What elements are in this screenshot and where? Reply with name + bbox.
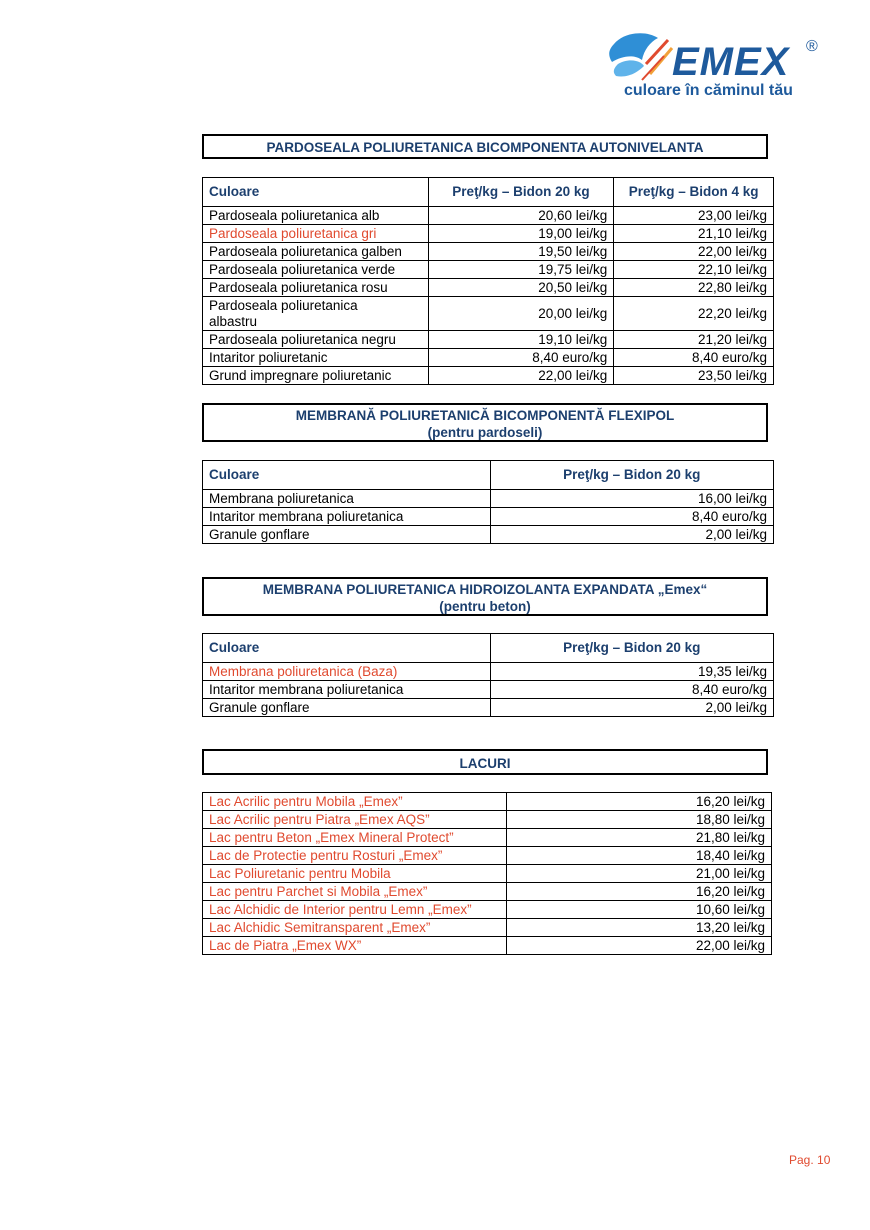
price-20kg: 20,50 lei/kg [428,279,614,297]
product-name: Granule gonflare [203,699,491,717]
table-row [203,261,774,279]
product-name: Lac pentru Beton „Emex Mineral Protect” [203,829,507,847]
section3-table [202,633,774,717]
logo-brand: EMEX [672,40,790,84]
price-20kg: 22,00 lei/kg [428,367,614,385]
price-20kg: 19,35 lei/kg [490,663,773,681]
price: 10,60 lei/kg [506,901,771,919]
section2-table [202,460,774,544]
price: 22,00 lei/kg [506,937,771,955]
table-row [203,297,774,331]
table-header-row [203,461,774,490]
section4-table [202,792,772,955]
table-row [203,331,774,349]
price-20kg: 20,00 lei/kg [428,297,614,331]
price-20kg: 19,50 lei/kg [428,243,614,261]
price: 16,20 lei/kg [506,793,771,811]
table-row [203,367,774,385]
product-name: Granule gonflare [203,526,491,544]
table-row [203,811,772,829]
price-4kg: 23,50 lei/kg [614,367,774,385]
table-row [203,937,772,955]
table-row [203,901,772,919]
header-culoare: Culoare [203,461,491,490]
product-name: Lac Acrilic pentru Piatra „Emex AQS” [203,811,507,829]
emex-logo [606,28,826,108]
table-row [203,663,774,681]
table-row [203,847,772,865]
header-culoare: Culoare [203,634,491,663]
header-bidon-20: Preţ/kg – Bidon 20 kg [490,634,773,663]
product-name-line2: albastru [209,313,258,329]
product-name: Pardoseala poliuretanica verde [203,261,429,279]
price-20kg: 19,75 lei/kg [428,261,614,279]
price-20kg: 8,40 euro/kg [428,349,614,367]
product-name: Pardoseala poliuretanica gri [203,225,429,243]
price-20kg: 19,10 lei/kg [428,331,614,349]
product-name: Lac de Piatra „Emex WX” [203,937,507,955]
price: 21,00 lei/kg [506,865,771,883]
section2-title: MEMBRANĂ POLIURETANICĂ BICOMPONENTĂ FLEXIPOL (pentru pardoseli) [202,403,768,442]
registered-mark: ® [806,38,818,55]
product-name: Pardoseala poliuretanica rosu [203,279,429,297]
table-row [203,225,774,243]
table-row [203,279,774,297]
table-row [203,349,774,367]
product-name-line1: Pardoseala poliuretanica [209,297,358,313]
header-bidon-4: Preţ/kg – Bidon 4 kg [614,178,774,207]
price-4kg: 22,00 lei/kg [614,243,774,261]
product-name: Membrana poliuretanica [203,490,491,508]
price-20kg: 19,00 lei/kg [428,225,614,243]
table-row [203,793,772,811]
product-name: Lac de Protectie pentru Rosturi „Emex” [203,847,507,865]
price: 21,80 lei/kg [506,829,771,847]
table-row [203,207,774,225]
price-20kg: 16,00 lei/kg [490,490,773,508]
table-header-row [203,634,774,663]
table-row [203,526,774,544]
table-row [203,919,772,937]
price: 13,20 lei/kg [506,919,771,937]
product-name: Lac Alchidic de Interior pentru Lemn „Emex” [203,901,507,919]
product-name: Lac Acrilic pentru Mobila „Emex” [203,793,507,811]
product-name: Lac Alchidic Semitransparent „Emex” [203,919,507,937]
price: 18,40 lei/kg [506,847,771,865]
product-name: Intaritor poliuretanic [203,349,429,367]
header-culoare: Culoare [203,178,429,207]
table-row [203,243,774,261]
price: 18,80 lei/kg [506,811,771,829]
table-row [203,490,774,508]
table-row [203,508,774,526]
price-4kg: 22,20 lei/kg [614,297,774,331]
table-row [203,681,774,699]
section3-title: MEMBRANA POLIURETANICA HIDROIZOLANTA EXPANDATA „Emex“ (pentru beton) [202,577,768,616]
price-4kg: 23,00 lei/kg [614,207,774,225]
price-20kg: 2,00 lei/kg [490,526,773,544]
price-4kg: 21,20 lei/kg [614,331,774,349]
product-name: Pardoseala poliuretanica alb [203,207,429,225]
price-4kg: 22,80 lei/kg [614,279,774,297]
product-name: Pardoseala poliuretanica galben [203,243,429,261]
price: 16,20 lei/kg [506,883,771,901]
section4-title: LACURI [202,749,768,775]
price-20kg: 2,00 lei/kg [490,699,773,717]
table-row [203,865,772,883]
product-name: Grund impregnare poliuretanic [203,367,429,385]
section1-table [202,177,774,385]
product-name: Pardoseala poliuretanica negru [203,331,429,349]
product-name: Membrana poliuretanica (Baza) [203,663,491,681]
table-row [203,883,772,901]
butterfly-icon [606,30,676,86]
price-20kg: 20,60 lei/kg [428,207,614,225]
product-name: Lac Poliuretanic pentru Mobila [203,865,507,883]
table-row [203,699,774,717]
product-name [203,297,429,331]
header-bidon-20: Preţ/kg – Bidon 20 kg [490,461,773,490]
price-4kg: 22,10 lei/kg [614,261,774,279]
table-row [203,829,772,847]
price-20kg: 8,40 euro/kg [490,681,773,699]
product-name: Lac pentru Parchet si Mobila „Emex” [203,883,507,901]
section1-title: PARDOSEALA POLIURETANICA BICOMPONENTA AUTONIVELANTA [202,134,768,159]
page-number: Pag. 10 [789,1153,831,1167]
price-4kg: 8,40 euro/kg [614,349,774,367]
product-name: Intaritor membrana poliuretanica [203,508,491,526]
price-4kg: 21,10 lei/kg [614,225,774,243]
logo-tagline: culoare în căminul tău [624,82,793,99]
header-bidon-20: Preţ/kg – Bidon 20 kg [428,178,614,207]
price-20kg: 8,40 euro/kg [490,508,773,526]
table-header-row [203,178,774,207]
product-name: Intaritor membrana poliuretanica [203,681,491,699]
